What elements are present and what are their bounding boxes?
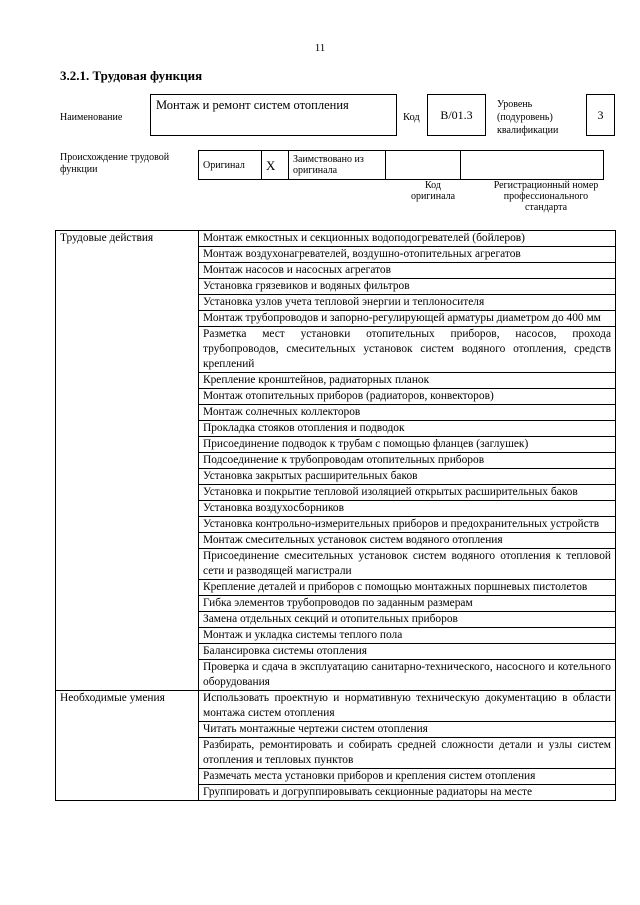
labor-actions-item: Установка контрольно-измерительных приборов и предохранительных устройств — [199, 517, 616, 533]
origin-label: Происхождение трудовой функции — [60, 152, 170, 175]
labor-actions-item: Установка грязевиков и водяных фильтров — [199, 279, 616, 295]
function-table-body — [56, 231, 616, 801]
original-mark: X — [262, 151, 289, 180]
name-label: Наименование — [60, 112, 123, 123]
level-label-line: Уровень — [497, 99, 533, 110]
level-box — [586, 94, 615, 136]
labor-actions-item: Присоединение смесительных установок систем водяного отопления к тепловой сети и разводящей магистрали — [199, 549, 616, 580]
original-code-caption — [400, 180, 466, 202]
labor-actions-item: Установка узлов учета тепловой энергии и теплоносителя — [199, 295, 616, 311]
required-skills-item: Читать монтажные чертежи систем отопления — [199, 722, 616, 738]
labor-actions-item: Монтаж солнечных коллекторов — [199, 405, 616, 421]
registration-number-cell — [461, 151, 604, 180]
function-table — [55, 230, 616, 801]
code-label: Код — [403, 112, 420, 123]
labor-actions-item: Установка закрытых расширительных баков — [199, 469, 616, 485]
labor-actions-category: Трудовые действия — [56, 231, 199, 691]
caption-line: оригинала — [410, 191, 456, 202]
required-skills-category: Необходимые умения — [56, 691, 199, 801]
labor-actions-item: Монтаж насосов и насосных агрегатов — [199, 263, 616, 279]
labor-actions-item: Замена отдельных секций и отопительных приборов — [199, 612, 616, 628]
code-box — [427, 94, 486, 136]
labor-actions-item: Крепление деталей и приборов с помощью монтажных поршневых пистолетов — [199, 580, 616, 596]
caption-line: профессионального — [503, 191, 589, 202]
table-row — [56, 231, 616, 247]
required-skills-item: Размечать места установки приборов и крепления систем отопления — [199, 769, 616, 785]
labor-actions-item: Присоединение подводок к трубам с помощью фланцев (заглушек) — [199, 437, 616, 453]
registration-number-caption — [476, 180, 616, 213]
labor-actions-item: Крепление кронштейнов, радиаторных планок — [199, 373, 616, 389]
section-title: 3.2.1. Трудовая функция — [60, 68, 203, 83]
page-number: 11 — [314, 42, 326, 54]
labor-actions-item: Прокладка стояков отопления и подводок — [199, 421, 616, 437]
level-label — [497, 98, 558, 137]
caption-line: Регистрационный номер — [493, 180, 599, 191]
level-label-line: (подуровень) — [497, 112, 553, 123]
function-name-box — [150, 94, 397, 136]
labor-actions-item: Подсоединение к трубопроводам отопительных приборов — [199, 453, 616, 469]
required-skills-item: Использовать проектную и нормативную техническую документацию в области монтажа систем отопления — [199, 691, 616, 722]
labor-actions-item: Монтаж емкостных и секционных водоподогревателей (бойлеров) — [199, 231, 616, 247]
original-code-cell — [386, 151, 461, 180]
labor-actions-item: Монтаж смесительных установок систем водяного отопления — [199, 533, 616, 549]
labor-actions-item: Монтаж и укладка системы теплого пола — [199, 628, 616, 644]
labor-actions-item: Монтаж отопительных приборов (радиаторов, конвекторов) — [199, 389, 616, 405]
code-value: B/01.3 — [440, 107, 473, 122]
labor-actions-item: Проверка и сдача в эксплуатацию санитарно-технического, насосного и котельного оборудования — [199, 660, 616, 691]
required-skills-item: Группировать и догруппировывать секционные радиаторы на месте — [199, 785, 616, 801]
labor-actions-item: Монтаж трубопроводов и запорно-регулирующей арматуры диаметром до 400 мм — [199, 311, 616, 327]
level-value: 3 — [597, 107, 604, 122]
caption-line: стандарта — [524, 202, 568, 213]
labor-actions-item: Установка воздухосборников — [199, 501, 616, 517]
labor-actions-item: Балансировка системы отопления — [199, 644, 616, 660]
original-label: Оригинал — [199, 151, 262, 180]
level-label-line: квалификации — [497, 125, 559, 136]
caption-line: Код — [425, 180, 441, 191]
labor-actions-item: Установка и покрытие тепловой изоляцией открытых расширительных баков — [199, 485, 616, 501]
labor-actions-item: Монтаж воздухонагревателей, воздушно-отопительных агрегатов — [199, 247, 616, 263]
function-name-value: Монтаж и ремонт систем отопления — [156, 98, 349, 112]
required-skills-item: Разбирать, ремонтировать и собирать средней сложности детали и узлы систем отопления и тепловых пунктов — [199, 738, 616, 769]
labor-actions-item: Разметка мест установки отопительных приборов, насосов, прохода трубопроводов, смесительных установок систем водяного отопления, средств креплений — [199, 327, 616, 373]
table-row — [56, 691, 616, 722]
origin-table — [198, 150, 604, 180]
borrowed-label: Заимствовано из оригинала — [289, 151, 386, 180]
labor-actions-item: Гибка элементов трубопроводов по заданным размерам — [199, 596, 616, 612]
